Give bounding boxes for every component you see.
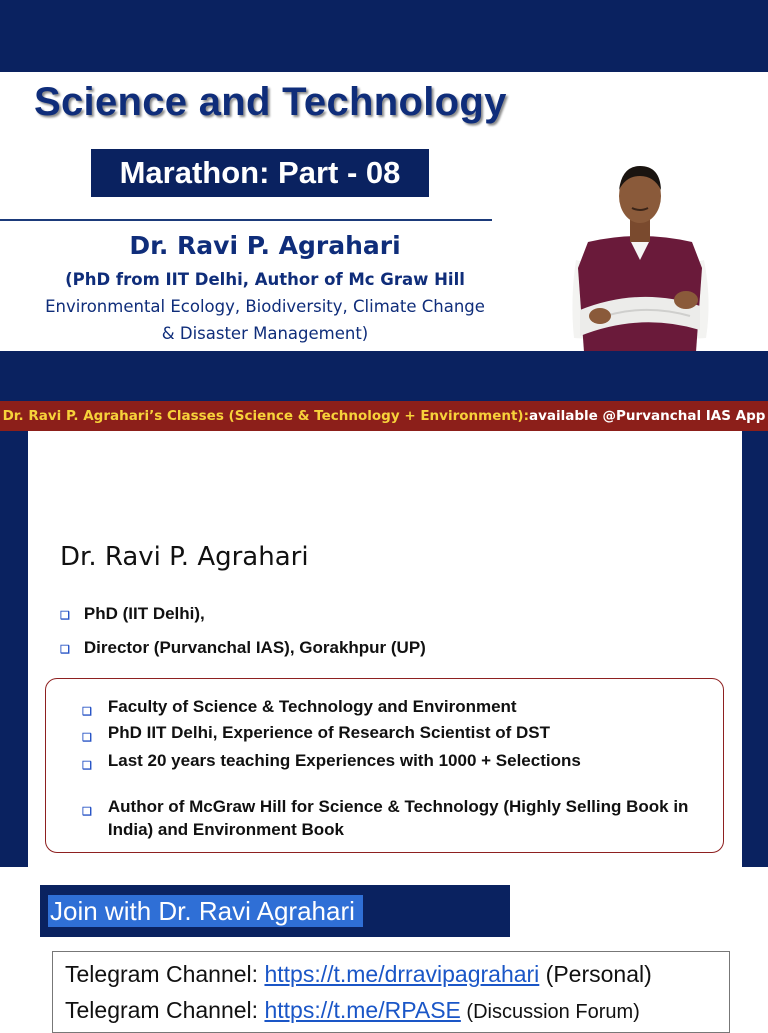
classes-banner-availability: available @Purvanchal IAS App xyxy=(529,408,766,424)
highlight-text: Faculty of Science & Technology and Environment xyxy=(107,697,517,716)
highlight-item xyxy=(82,721,550,750)
telegram-box xyxy=(52,951,730,1033)
square-bullet-icon: ❑ xyxy=(82,706,92,718)
join-label: Join with Dr. Ravi Agrahari xyxy=(48,895,363,927)
highlight-text: Last 20 years teaching Experiences with 1000 + Selections xyxy=(107,751,581,770)
square-bullet-icon: ❑ xyxy=(82,760,92,772)
telegram-row xyxy=(65,961,652,988)
highlight-item xyxy=(82,749,581,778)
header-divider xyxy=(0,219,492,221)
profile-bullet xyxy=(60,604,205,624)
telegram-prefix: Telegram Channel: xyxy=(65,961,265,987)
profile-bullet-text: Director (Purvanchal IAS), Gorakhpur (UP) xyxy=(83,638,426,657)
profile-bullet xyxy=(60,638,426,658)
classes-banner-heading: Dr. Ravi P. Agrahari’s Classes (Science & Technology + Environment): xyxy=(2,408,529,424)
highlight-text: Author of McGraw Hill for Science & Technology (Highly Selling Book in India) and Environment Book xyxy=(107,797,689,839)
profile-name: Dr. Ravi P. Agrahari xyxy=(60,542,309,572)
subtitle-text: Marathon: Part - 08 xyxy=(119,155,401,190)
author-name: Dr. Ravi P. Agrahari xyxy=(129,231,401,260)
highlights-box xyxy=(45,678,724,853)
author-qualification-1: (PhD from IIT Delhi, Author of Mc Graw Hill xyxy=(65,270,465,289)
subtitle-banner xyxy=(91,149,429,197)
join-banner xyxy=(40,885,510,937)
highlight-text: PhD IIT Delhi, Experience of Research Scientist of DST xyxy=(107,723,550,742)
telegram-link-personal[interactable]: https://t.me/drravipagrahari xyxy=(264,961,540,987)
telegram-row xyxy=(65,997,640,1024)
author-qualification-3: & Disaster Management) xyxy=(161,324,369,343)
square-bullet-icon: ❑ xyxy=(82,732,92,744)
classes-banner xyxy=(0,401,768,431)
right-navy-band xyxy=(742,431,768,867)
telegram-prefix: Telegram Channel: xyxy=(65,997,265,1023)
telegram-note: (Personal) xyxy=(539,961,652,987)
highlight-item xyxy=(82,695,517,724)
telegram-note: (Discussion Forum) xyxy=(460,1001,640,1023)
profile-bullet-text: PhD (IIT Delhi), xyxy=(83,604,205,623)
highlight-item xyxy=(82,795,692,841)
telegram-link-forum[interactable]: https://t.me/RPASE xyxy=(264,997,461,1023)
mid-navy-band xyxy=(0,351,768,401)
top-navy-bar xyxy=(0,0,768,72)
page-title: Science and Technology xyxy=(34,80,507,124)
square-bullet-icon: ❑ xyxy=(60,644,70,656)
left-navy-band xyxy=(0,431,28,867)
square-bullet-icon: ❑ xyxy=(60,610,70,622)
square-bullet-icon: ❑ xyxy=(82,806,92,818)
author-qualification-2: Environmental Ecology, Biodiversity, Climate Change xyxy=(45,297,485,316)
author-photo xyxy=(566,160,714,352)
